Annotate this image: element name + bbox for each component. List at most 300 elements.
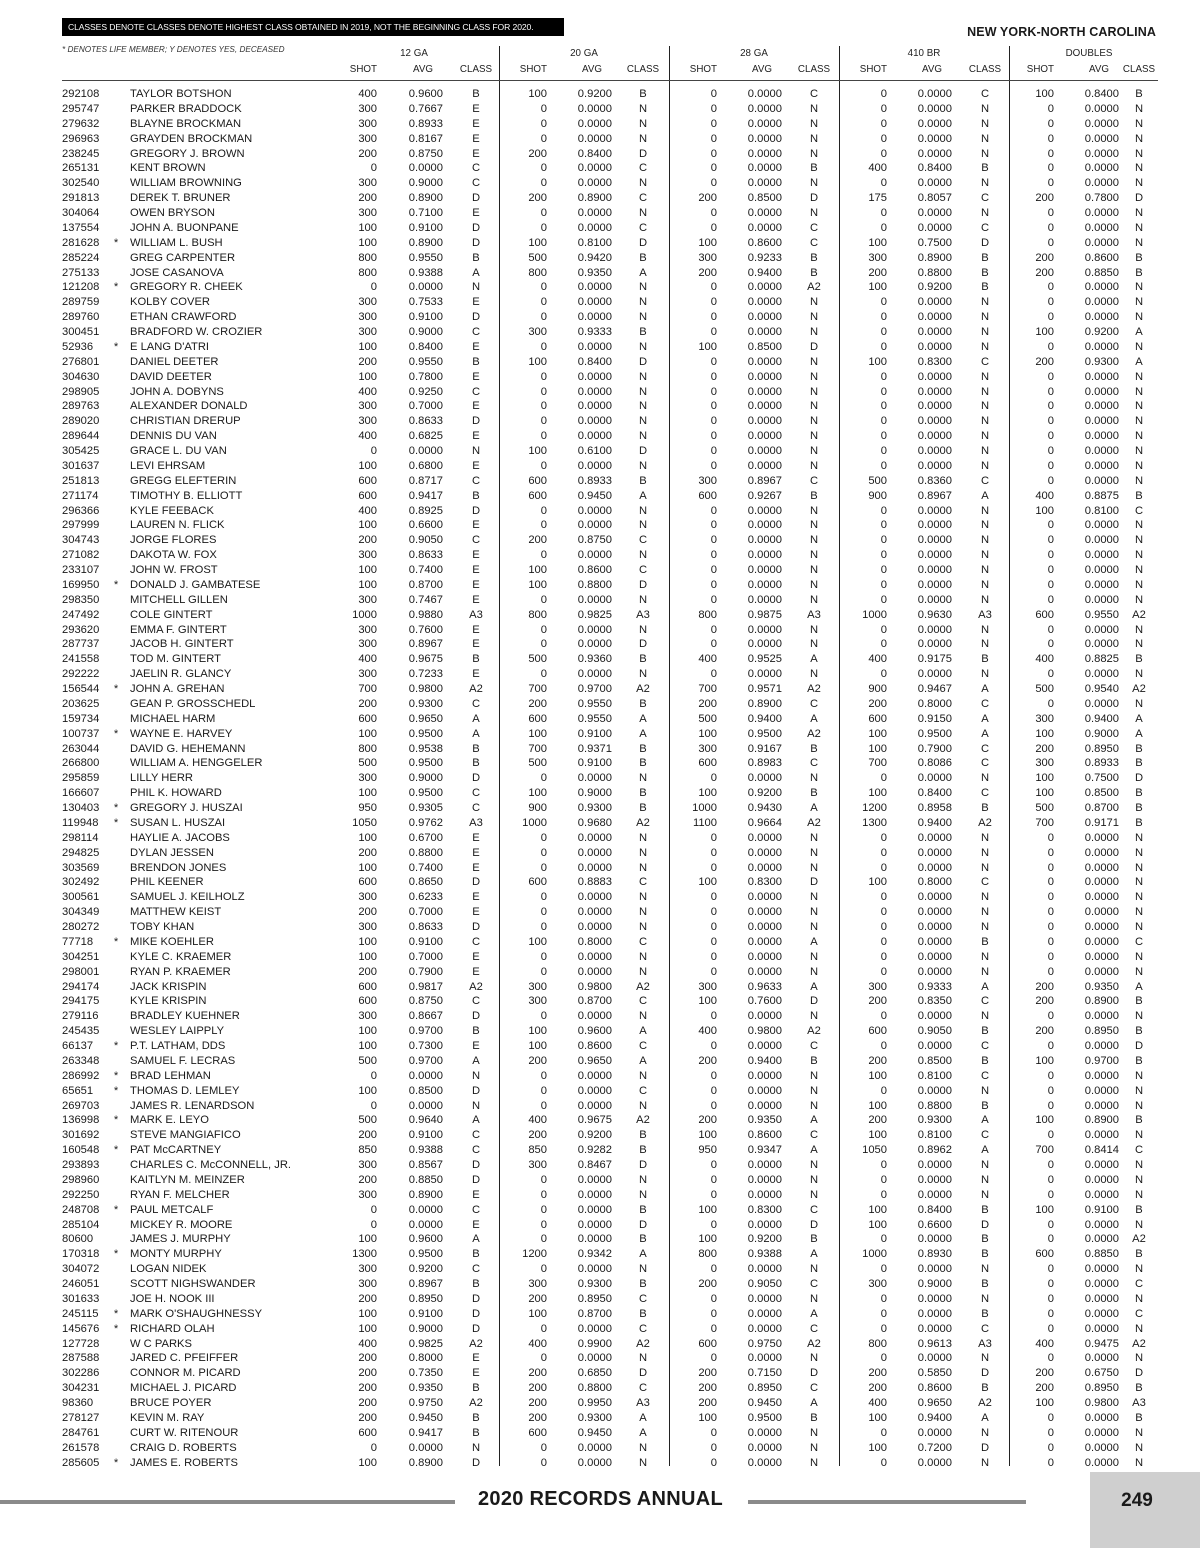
class-code: N — [1134, 400, 1144, 413]
shot-count: 300 — [358, 415, 377, 428]
average: 0.9342 — [577, 1248, 612, 1261]
shot-count: 0 — [880, 846, 887, 859]
member-id: 271082 — [62, 549, 100, 562]
shot-count: 0 — [880, 415, 887, 428]
average: 0.9000 — [408, 177, 443, 190]
average: 0.0000 — [917, 921, 952, 933]
member-name: KYLE C. KRAEMER — [130, 950, 232, 963]
table-row — [0, 280, 1200, 295]
class-code: N — [809, 534, 819, 547]
average: 0.0000 — [577, 549, 612, 562]
class-code: N — [638, 921, 648, 933]
shot-count: 0 — [880, 564, 887, 576]
average: 0.0000 — [1084, 519, 1119, 532]
life-member-mark: * — [113, 935, 119, 948]
shot-count: 100 — [358, 1307, 377, 1320]
average: 0.0000 — [747, 1292, 782, 1305]
average: 0.9250 — [408, 385, 443, 398]
shot-count: 0 — [710, 430, 717, 443]
shot-count: 700 — [358, 683, 377, 695]
average: 0.0000 — [577, 162, 612, 175]
shot-count: 800 — [528, 266, 547, 279]
shot-count: 100 — [358, 1025, 377, 1038]
shot-count: 0 — [540, 207, 547, 219]
average: 0.0000 — [747, 1456, 782, 1469]
shot-count: 0 — [880, 296, 887, 309]
class-code: C — [638, 564, 648, 576]
shot-count: 0 — [880, 1084, 887, 1097]
class-code: C — [471, 697, 481, 710]
member-name: MICHAEL HARM — [130, 712, 216, 725]
class-code: N — [1134, 1426, 1144, 1439]
average: 0.0000 — [408, 1218, 443, 1231]
average: 0.0000 — [917, 623, 952, 636]
shot-count: 0 — [1047, 311, 1054, 324]
shot-count: 0 — [540, 1218, 547, 1231]
average: 0.9388 — [408, 1144, 443, 1157]
average: 0.8950 — [1084, 1025, 1119, 1038]
average: 0.0000 — [917, 549, 952, 562]
class-code: C — [638, 1040, 648, 1052]
shot-count: 300 — [358, 132, 377, 145]
shot-count: 300 — [698, 474, 717, 487]
member-name: DEREK T. BRUNER — [130, 192, 231, 205]
class-code: N — [809, 921, 819, 933]
average: 0.9333 — [577, 326, 612, 338]
class-code: A — [981, 1411, 989, 1424]
sub-header-class: CLASS — [797, 64, 831, 75]
average: 0.7800 — [1084, 192, 1119, 205]
shot-count: 0 — [880, 326, 887, 338]
member-id: 275133 — [62, 266, 100, 279]
member-id: 298001 — [62, 965, 100, 978]
class-code: N — [980, 593, 990, 606]
shot-count: 200 — [868, 1382, 887, 1395]
average: 0.8600 — [1084, 251, 1119, 264]
class-code: C — [638, 876, 648, 889]
average: 0.8883 — [577, 876, 612, 889]
table-row — [0, 1218, 1200, 1233]
class-code: N — [980, 1188, 990, 1201]
class-code: C — [471, 1203, 481, 1216]
shot-count: 400 — [868, 653, 887, 666]
class-code: N — [638, 1188, 648, 1201]
class-code: N — [809, 772, 819, 785]
class-code: C — [809, 757, 819, 770]
average: 0.9600 — [577, 1025, 612, 1038]
shot-count: 200 — [698, 1054, 717, 1067]
shot-count: 500 — [1035, 683, 1054, 695]
shot-count: 0 — [1047, 921, 1054, 933]
shot-count: 1200 — [522, 1248, 547, 1261]
class-code: N — [1134, 1099, 1144, 1112]
member-id: 160548 — [62, 1144, 100, 1157]
average: 0.8967 — [408, 638, 443, 651]
class-code: N — [980, 623, 990, 636]
average: 0.0000 — [577, 430, 612, 443]
average: 0.9100 — [408, 1129, 443, 1142]
average: 0.8983 — [747, 757, 782, 770]
table-row — [0, 444, 1200, 459]
table-row — [0, 623, 1200, 638]
shot-count: 0 — [880, 593, 887, 606]
shot-count: 0 — [710, 311, 717, 324]
member-id: 300561 — [62, 891, 100, 904]
class-code: C — [809, 697, 819, 710]
class-code: A — [472, 712, 480, 725]
member-id: 170318 — [62, 1248, 100, 1261]
class-code: N — [638, 370, 648, 383]
member-name: MARK O'SHAUGHNESSY — [130, 1307, 263, 1320]
shot-count: 100 — [698, 340, 717, 353]
shot-count: 0 — [710, 296, 717, 309]
shot-count: 1050 — [862, 1144, 887, 1157]
average: 0.0000 — [747, 504, 782, 517]
shot-count: 200 — [358, 846, 377, 859]
class-code: N — [1134, 117, 1144, 130]
shot-count: 0 — [540, 162, 547, 175]
class-code: D — [809, 876, 819, 889]
class-code: B — [639, 88, 647, 100]
average: 0.0000 — [917, 221, 952, 234]
average: 0.0000 — [747, 221, 782, 234]
average: 0.9200 — [747, 787, 782, 800]
table-row — [0, 310, 1200, 325]
average: 0.8000 — [917, 876, 952, 889]
member-name: TAYLOR BOTSHON — [130, 88, 232, 100]
member-id: 65651 — [62, 1084, 94, 1097]
member-name: STEVE MANGIAFICO — [130, 1129, 241, 1142]
class-code: A — [1135, 980, 1143, 993]
shot-count: 0 — [880, 1233, 887, 1246]
shot-count: 300 — [868, 1278, 887, 1290]
class-code: B — [639, 787, 647, 800]
shot-count: 0 — [1047, 1456, 1054, 1469]
class-code: B — [1135, 266, 1143, 279]
shot-count: 600 — [868, 1025, 887, 1038]
average: 0.8567 — [408, 1159, 443, 1171]
member-id: 119948 — [62, 816, 99, 829]
shot-count: 100 — [1035, 326, 1054, 338]
average: 0.0000 — [577, 117, 612, 130]
shot-count: 400 — [358, 504, 377, 517]
average: 0.0000 — [577, 668, 612, 681]
member-name: PHIL KEENER — [130, 876, 204, 889]
class-code: N — [980, 1456, 990, 1469]
class-code: B — [981, 1248, 989, 1261]
group-header: 410 BR — [907, 48, 941, 59]
shot-count: 700 — [698, 683, 717, 695]
table-row — [0, 132, 1200, 147]
average: 0.0000 — [917, 906, 952, 919]
member-id: 300451 — [62, 326, 100, 338]
member-id: 52936 — [62, 340, 94, 353]
shot-count: 0 — [370, 1441, 377, 1454]
average: 0.9700 — [408, 1054, 443, 1067]
records-table — [0, 87, 1200, 1470]
shot-count: 100 — [868, 1099, 887, 1112]
average: 0.0000 — [917, 400, 952, 413]
class-code: N — [638, 430, 648, 443]
shot-count: 200 — [1035, 251, 1054, 264]
shot-count: 200 — [358, 1397, 377, 1409]
class-code: D — [809, 1367, 819, 1380]
shot-count: 600 — [358, 1426, 377, 1439]
class-code: N — [980, 965, 990, 978]
table-row — [0, 1396, 1200, 1411]
average: 0.6233 — [408, 891, 443, 904]
class-code: E — [472, 207, 480, 219]
class-code: N — [638, 340, 648, 353]
average: 0.9350 — [747, 1114, 782, 1127]
shot-count: 0 — [880, 1322, 887, 1335]
class-code: N — [1134, 1084, 1144, 1097]
member-id: 127728 — [62, 1337, 100, 1350]
shot-count: 100 — [358, 564, 377, 576]
average: 0.8962 — [917, 1144, 952, 1157]
class-code: A — [1135, 326, 1143, 338]
shot-count: 0 — [540, 370, 547, 383]
average: 0.0000 — [747, 1084, 782, 1097]
shot-count: 200 — [868, 995, 887, 1008]
member-name: WESLEY LAIPPLY — [130, 1025, 225, 1038]
table-row — [0, 756, 1200, 771]
life-member-mark: * — [113, 236, 119, 249]
shot-count: 0 — [540, 132, 547, 145]
average: 0.0000 — [917, 1233, 952, 1246]
shot-count: 400 — [358, 653, 377, 666]
member-id: 301637 — [62, 459, 100, 472]
table-row — [0, 474, 1200, 489]
shot-count: 300 — [358, 102, 377, 115]
class-code: C — [980, 1069, 990, 1082]
average: 0.0000 — [917, 415, 952, 428]
shot-count: 300 — [1035, 757, 1054, 770]
average: 0.0000 — [917, 385, 952, 398]
member-name: RYAN F. MELCHER — [130, 1188, 230, 1201]
shot-count: 300 — [358, 549, 377, 562]
class-code: N — [1134, 1292, 1144, 1305]
table-row — [0, 1188, 1200, 1203]
shot-count: 0 — [540, 311, 547, 324]
average: 0.0000 — [1084, 950, 1119, 963]
table-row — [0, 429, 1200, 444]
shot-count: 0 — [1047, 906, 1054, 919]
life-member-mark: * — [113, 1248, 119, 1261]
class-code: D — [809, 192, 819, 205]
average: 0.0000 — [917, 772, 952, 785]
shot-count: 400 — [358, 88, 377, 100]
class-code: C — [980, 1129, 990, 1142]
class-code: N — [1134, 459, 1144, 472]
member-name: MICHAEL J. PICARD — [130, 1382, 237, 1395]
shot-count: 0 — [710, 326, 717, 338]
shot-count: 0 — [880, 519, 887, 532]
shot-count: 200 — [1035, 995, 1054, 1008]
shot-count: 200 — [698, 697, 717, 710]
table-row — [0, 697, 1200, 712]
class-code: N — [1134, 906, 1144, 919]
average: 0.0000 — [917, 1426, 952, 1439]
class-code: A — [639, 712, 647, 725]
shot-count: 100 — [358, 1322, 377, 1335]
shot-count: 0 — [1047, 1084, 1054, 1097]
average: 0.0000 — [747, 578, 782, 591]
class-code: N — [980, 638, 990, 651]
shot-count: 0 — [710, 638, 717, 651]
class-code: N — [980, 296, 990, 309]
average: 0.0000 — [747, 1307, 782, 1320]
class-code: A2 — [636, 816, 650, 829]
shot-count: 0 — [710, 400, 717, 413]
average: 0.7000 — [408, 906, 443, 919]
member-name: JARED C. PFEIFFER — [130, 1352, 239, 1365]
shot-count: 300 — [1035, 712, 1054, 725]
average: 0.9450 — [408, 1411, 443, 1424]
member-id: 289760 — [62, 311, 100, 324]
shot-count: 0 — [1047, 207, 1054, 219]
class-code: C — [980, 221, 990, 234]
class-code: A2 — [807, 683, 821, 695]
member-id: 294174 — [62, 980, 100, 993]
shot-count: 0 — [710, 1292, 717, 1305]
average: 0.0000 — [1084, 623, 1119, 636]
shot-count: 300 — [358, 1159, 377, 1171]
average: 0.8086 — [917, 757, 952, 770]
class-code: D — [638, 1159, 648, 1171]
member-name: RICHARD OLAH — [130, 1322, 215, 1335]
class-code: A — [472, 1114, 480, 1127]
class-code: B — [639, 1203, 647, 1216]
shot-count: 0 — [540, 102, 547, 115]
shot-count: 200 — [868, 697, 887, 710]
shot-count: 200 — [868, 266, 887, 279]
class-code: B — [981, 251, 989, 264]
shot-count: 0 — [710, 891, 717, 904]
shot-count: 0 — [710, 578, 717, 591]
average: 0.9800 — [1084, 1397, 1119, 1409]
shot-count: 0 — [1047, 117, 1054, 130]
average: 0.0000 — [1084, 965, 1119, 978]
average: 0.0000 — [747, 459, 782, 472]
average: 0.0000 — [747, 445, 782, 457]
average: 0.9420 — [577, 251, 612, 264]
average: 0.9267 — [747, 489, 782, 502]
class-code: B — [639, 1278, 647, 1290]
member-id: 305425 — [62, 445, 100, 457]
class-code: N — [1134, 921, 1144, 933]
shot-count: 100 — [698, 876, 717, 889]
class-code: A — [810, 1397, 818, 1409]
table-row — [0, 1337, 1200, 1352]
shot-count: 100 — [698, 1203, 717, 1216]
shot-count: 200 — [1035, 1382, 1054, 1395]
average: 0.9550 — [408, 355, 443, 368]
average: 0.0000 — [917, 668, 952, 681]
shot-count: 200 — [358, 1173, 377, 1186]
average: 0.9700 — [408, 1025, 443, 1038]
shot-count: 300 — [358, 668, 377, 681]
life-member-mark: * — [113, 683, 119, 695]
class-code: B — [1135, 1054, 1143, 1067]
average: 0.0000 — [1084, 1292, 1119, 1305]
average: 0.7400 — [408, 861, 443, 874]
class-code: N — [1134, 1456, 1144, 1469]
average: 0.0000 — [917, 504, 952, 517]
shot-count: 400 — [1035, 489, 1054, 502]
shot-count: 100 — [528, 578, 547, 591]
shot-count: 100 — [1035, 787, 1054, 800]
shot-count: 1300 — [352, 1248, 377, 1261]
average: 0.7667 — [408, 102, 443, 115]
member-id: 246051 — [62, 1278, 100, 1290]
shot-count: 0 — [540, 1233, 547, 1246]
average: 0.8850 — [1084, 1248, 1119, 1261]
average: 0.8700 — [408, 578, 443, 591]
class-code: E — [472, 593, 480, 606]
class-code: N — [1134, 876, 1144, 889]
shot-count: 600 — [358, 995, 377, 1008]
class-code: N — [638, 549, 648, 562]
average: 0.0000 — [1084, 400, 1119, 413]
table-row — [0, 1232, 1200, 1247]
table-row — [0, 518, 1200, 533]
life-member-mark: * — [113, 1040, 119, 1052]
class-code: N — [809, 311, 819, 324]
shot-count: 0 — [1047, 385, 1054, 398]
shot-count: 100 — [528, 355, 547, 368]
member-name: GRAYDEN BROCKMAN — [130, 132, 253, 145]
table-row — [0, 385, 1200, 400]
average: 0.0000 — [747, 921, 782, 933]
table-row — [0, 801, 1200, 816]
average: 0.0000 — [1084, 1456, 1119, 1469]
average: 0.9800 — [408, 683, 443, 695]
average: 0.8800 — [917, 266, 952, 279]
class-code: N — [980, 831, 990, 844]
member-name: LAUREN N. FLICK — [130, 519, 225, 532]
shot-count: 0 — [880, 638, 887, 651]
member-id: 269703 — [62, 1099, 100, 1112]
average: 0.9430 — [747, 802, 782, 814]
class-code: A2 — [1132, 683, 1146, 695]
shot-count: 0 — [1047, 415, 1054, 428]
member-id: 289759 — [62, 296, 100, 309]
shot-count: 200 — [698, 1367, 717, 1380]
class-code: N — [638, 906, 648, 919]
shot-count: 0 — [710, 1084, 717, 1097]
average: 0.9200 — [1084, 326, 1119, 338]
shot-count: 0 — [540, 519, 547, 532]
average: 0.0000 — [917, 445, 952, 457]
member-id: 295859 — [62, 772, 100, 785]
average: 0.0000 — [1084, 162, 1119, 175]
table-row — [0, 176, 1200, 191]
member-id: 296366 — [62, 504, 100, 517]
class-code: N — [1134, 385, 1144, 398]
average: 0.9400 — [917, 1411, 952, 1424]
class-code: N — [1134, 578, 1144, 591]
member-name: DAVID G. HEHEMANN — [130, 742, 246, 755]
class-code: B — [1135, 1248, 1143, 1261]
average: 0.0000 — [747, 355, 782, 368]
class-code: E — [472, 1040, 480, 1052]
class-code: N — [809, 1010, 819, 1023]
shot-count: 0 — [1047, 1426, 1054, 1439]
shot-count: 200 — [358, 1411, 377, 1424]
table-row — [0, 667, 1200, 682]
average: 0.0000 — [747, 88, 782, 100]
